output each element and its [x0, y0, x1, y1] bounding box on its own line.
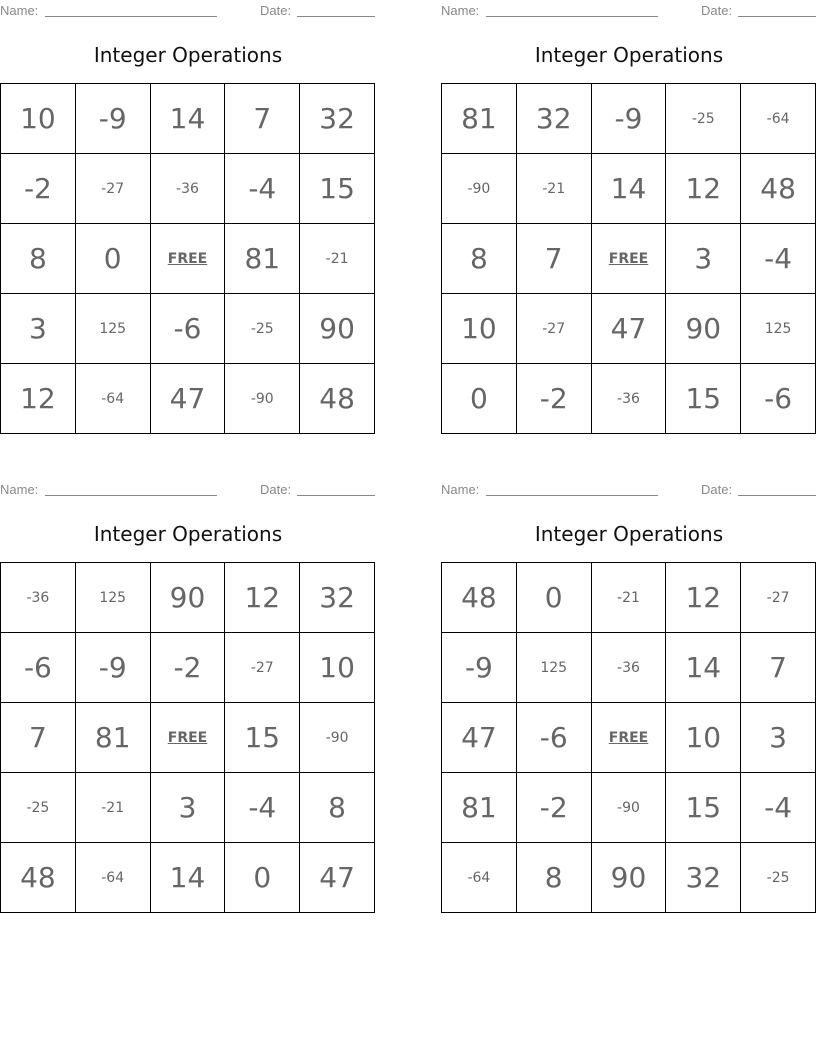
- bingo-cell: -6: [741, 364, 816, 434]
- bingo-cell: 0: [517, 563, 592, 633]
- bingo-cell: 15: [300, 154, 375, 224]
- bingo-cell: 32: [666, 843, 741, 913]
- name-date-bar: [0, 3, 376, 19]
- bingo-card: [441, 479, 816, 915]
- bingo-cell: 90: [151, 563, 226, 633]
- bingo-cell: -6: [1, 633, 76, 703]
- bingo-cell: -21: [76, 773, 151, 843]
- bingo-cell: 8: [442, 224, 517, 294]
- bingo-cell: 3: [1, 294, 76, 364]
- name-label: Name:: [0, 482, 39, 497]
- card-title: Integer Operations: [93, 522, 283, 546]
- bingo-cell: 125: [741, 294, 816, 364]
- bingo-cell: 81: [442, 773, 517, 843]
- bingo-cell: 7: [1, 703, 76, 773]
- bingo-cell: -36: [1, 563, 76, 633]
- bingo-cell: 10: [1, 84, 76, 154]
- bingo-cell: 0: [225, 843, 300, 913]
- bingo-cell: 12: [666, 563, 741, 633]
- bingo-cell: -64: [76, 364, 151, 434]
- bingo-cell: -90: [300, 703, 375, 773]
- date-blank-line: [297, 16, 375, 17]
- date-blank-line: [738, 495, 816, 496]
- bingo-cell: 32: [300, 84, 375, 154]
- bingo-cell: 47: [300, 843, 375, 913]
- name-label: Name:: [441, 3, 480, 18]
- bingo-cell: 0: [442, 364, 517, 434]
- bingo-cell: 12: [666, 154, 741, 224]
- bingo-grid: [441, 83, 816, 434]
- bingo-cell: -9: [592, 84, 667, 154]
- bingo-grid: [0, 83, 375, 434]
- bingo-cell: 10: [666, 703, 741, 773]
- name-blank-line: [45, 495, 217, 496]
- bingo-cell: -4: [741, 224, 816, 294]
- date-label: Date:: [701, 482, 733, 497]
- bingo-cell: 7: [225, 84, 300, 154]
- name-label: Name:: [441, 482, 480, 497]
- bingo-cell: 12: [225, 563, 300, 633]
- bingo-cell: -64: [76, 843, 151, 913]
- bingo-cell: -36: [592, 633, 667, 703]
- bingo-cell: 14: [592, 154, 667, 224]
- bingo-cell: 15: [666, 773, 741, 843]
- bingo-cell: 10: [442, 294, 517, 364]
- bingo-cell: -6: [151, 294, 226, 364]
- free-space-cell: FREE: [151, 703, 226, 773]
- bingo-cell: -90: [225, 364, 300, 434]
- bingo-cell: -9: [76, 633, 151, 703]
- bingo-cell: -27: [517, 294, 592, 364]
- name-blank-line: [486, 16, 658, 17]
- bingo-cell: 8: [517, 843, 592, 913]
- bingo-cell: -25: [1, 773, 76, 843]
- bingo-cell: 90: [300, 294, 375, 364]
- bingo-cell: -4: [741, 773, 816, 843]
- bingo-cell: 90: [592, 843, 667, 913]
- bingo-cell: -21: [517, 154, 592, 224]
- bingo-cell: 81: [442, 84, 517, 154]
- bingo-cell: -6: [517, 703, 592, 773]
- bingo-cell: -25: [741, 843, 816, 913]
- bingo-cell: -27: [741, 563, 816, 633]
- bingo-cell: -27: [225, 633, 300, 703]
- date-label: Date:: [260, 482, 292, 497]
- bingo-cell: -64: [741, 84, 816, 154]
- bingo-cell: 15: [666, 364, 741, 434]
- bingo-cell: 81: [76, 703, 151, 773]
- bingo-cell: 14: [151, 84, 226, 154]
- bingo-cell: 3: [151, 773, 226, 843]
- bingo-grid: [441, 562, 816, 913]
- bingo-cell: 48: [442, 563, 517, 633]
- name-blank-line: [45, 16, 217, 17]
- bingo-cell: 47: [442, 703, 517, 773]
- bingo-cell: -21: [592, 563, 667, 633]
- bingo-cell: 48: [741, 154, 816, 224]
- free-space-cell: FREE: [592, 703, 667, 773]
- name-blank-line: [486, 495, 658, 496]
- bingo-cell: -2: [517, 773, 592, 843]
- bingo-cell: 47: [592, 294, 667, 364]
- bingo-cell: 0: [76, 224, 151, 294]
- date-label: Date:: [260, 3, 292, 18]
- bingo-cell: -36: [151, 154, 226, 224]
- name-date-bar: [0, 482, 376, 498]
- bingo-cell: -36: [592, 364, 667, 434]
- bingo-cell: 14: [666, 633, 741, 703]
- bingo-cell: 32: [517, 84, 592, 154]
- bingo-cell: 47: [151, 364, 226, 434]
- card-title: Integer Operations: [534, 43, 724, 67]
- card-title: Integer Operations: [93, 43, 283, 67]
- bingo-cell: -9: [442, 633, 517, 703]
- bingo-cell: 10: [300, 633, 375, 703]
- bingo-cell: -2: [1, 154, 76, 224]
- bingo-cell: 12: [1, 364, 76, 434]
- bingo-cell: 48: [300, 364, 375, 434]
- date-blank-line: [297, 495, 375, 496]
- bingo-cell: 15: [225, 703, 300, 773]
- bingo-cell: -9: [76, 84, 151, 154]
- bingo-cell: 81: [225, 224, 300, 294]
- bingo-cell: 125: [76, 294, 151, 364]
- bingo-cell: 125: [517, 633, 592, 703]
- bingo-cell: -90: [592, 773, 667, 843]
- bingo-cell: -25: [666, 84, 741, 154]
- bingo-cell: 3: [666, 224, 741, 294]
- bingo-cell: 14: [151, 843, 226, 913]
- bingo-cell: 8: [1, 224, 76, 294]
- name-date-bar: [441, 3, 816, 19]
- bingo-card: [0, 0, 376, 436]
- name-date-bar: [441, 482, 816, 498]
- bingo-cell: -64: [442, 843, 517, 913]
- free-space-cell: FREE: [592, 224, 667, 294]
- date-blank-line: [738, 16, 816, 17]
- bingo-cell: 7: [517, 224, 592, 294]
- bingo-cell: -21: [300, 224, 375, 294]
- bingo-cell: 7: [741, 633, 816, 703]
- date-label: Date:: [701, 3, 733, 18]
- bingo-cell: 90: [666, 294, 741, 364]
- bingo-cell: -27: [76, 154, 151, 224]
- bingo-grid: [0, 562, 375, 913]
- free-space-cell: FREE: [151, 224, 226, 294]
- card-title: Integer Operations: [534, 522, 724, 546]
- bingo-cell: 48: [1, 843, 76, 913]
- bingo-cell: -4: [225, 154, 300, 224]
- bingo-cell: -25: [225, 294, 300, 364]
- bingo-cell: 8: [300, 773, 375, 843]
- bingo-card: [0, 479, 376, 915]
- bingo-cell: 3: [741, 703, 816, 773]
- bingo-cell: 32: [300, 563, 375, 633]
- bingo-cell: -90: [442, 154, 517, 224]
- bingo-cell: -2: [151, 633, 226, 703]
- bingo-cell: -4: [225, 773, 300, 843]
- bingo-card: [441, 0, 816, 436]
- bingo-cell: 125: [76, 563, 151, 633]
- bingo-cell: -2: [517, 364, 592, 434]
- name-label: Name:: [0, 3, 39, 18]
